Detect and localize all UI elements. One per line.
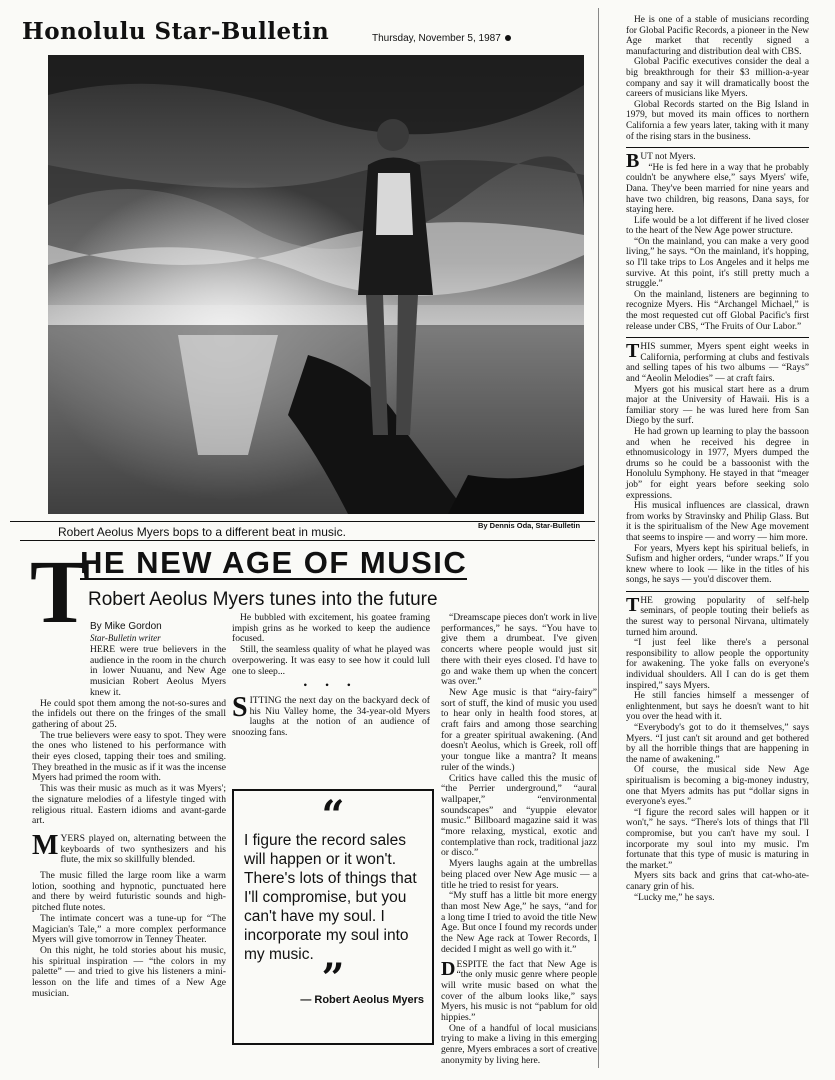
paragraph: “Everybody's got to do it themselves,” says Myers. “I just can't sit around and get bothered by all the horrible things that are happening in the name of awakening.” [626, 723, 809, 765]
date-text: Thursday, November 5, 1987 [372, 33, 501, 44]
column-3 [441, 613, 597, 1067]
byline-title: Star-Bulletin writer [90, 633, 161, 643]
caption-rule [20, 540, 595, 541]
headline-drop-letter: T [30, 543, 91, 642]
paragraph: Life would be a lot different if he lived closer to the heart of the New Age power structure. [626, 215, 809, 237]
drop-cap: M [32, 829, 59, 861]
paragraph: “I just feel like there's a personal responsibility to allow people the opportunity for awakening. The yoke falls on everyone's individual shoulders. All I can do is get them inspired,” says Myers. [626, 638, 809, 691]
pull-quote-text: I figure the record sales will happen or it won't. There's lots of things that I'll compromise, but you can't have my soul. I incorporate my soul into my music. [244, 832, 417, 963]
paragraph: The true believers were easy to spot. They were the ones who listened to his performance with their eyes closed, tapping their toes and smiling. They breathed in the music as if it was the incense Myers had primed the room with. [32, 729, 226, 784]
paragraph-text: HERE were true believers in the audience in the room in the church in lower Nuuanu, and New Age musician Robert Aeolus Myers knew it. [90, 644, 226, 698]
paragraph [626, 342, 809, 384]
drop-cap: B [626, 150, 640, 173]
paragraph-text: UT not Myers. [640, 152, 696, 163]
column-2 [232, 613, 430, 739]
paragraph: Global Pacific executives consider the deal a big breakthrough for their $3 million-a-year company and say it will dramatically boost the careers of musicians like Myers. [626, 57, 809, 100]
paragraph: He had grown up learning to play the bassoon and when he received his degree in ethnomusicology in 1977, Myers dumped the drums so he could be a bassoonist with the Honolulu Symphony. He stayed in that “meager job” for eight years before seeking solo expressions. [626, 426, 809, 501]
paragraph: He is one of a stable of musicians recording for Global Pacific Records, a pioneer in the New Age market that recently signed a manufacturing and distribution deal with CBS. [626, 15, 810, 57]
paragraph [626, 593, 809, 638]
photo-credit: By Dennis Oda, Star-Bulletin [478, 521, 581, 530]
dateline [372, 33, 511, 44]
paragraph: The music filled the large room like a warm lotion, soothing and hypnotic, punctuated here and there by weird futuristic sounds and high-pitched flute notes. [32, 870, 226, 914]
pull-quote-box [232, 789, 434, 1045]
paragraph: “On the mainland, you can make a very good living,” he says. “On the mainland, it's hopping, so I'll take trips to Los Angeles and it helps me survive. At this point, it's still pretty much a struggle.” [626, 236, 809, 290]
photo-image [48, 55, 584, 514]
bullet-icon [505, 35, 511, 41]
paragraph-text: ITTING the next day on the backyard deck of his Niu Valley home, the 34-year-old Myers laughs at the notion of an audience of snoozing fans. [232, 694, 430, 739]
byline: By Mike Gordon [90, 621, 162, 632]
pull-quote-attribution: — Robert Aeolus Myers [300, 994, 424, 1006]
lead-photo [48, 55, 584, 514]
drop-cap: S [232, 691, 248, 723]
paragraph: Global Records started on the Big Island in 1979, but moved its main offices to northern California a few years later, taking with it many of the rising stars in the business. [626, 99, 809, 142]
close-quote-icon: ” [321, 955, 345, 1002]
paragraph [626, 150, 809, 173]
paragraph: “He is fed here in a way that he probably couldn't be anywhere else,” says Myers' wife, Dana. They've been married for nine years and have two children, big reasons, Dana says, for staying here. [626, 162, 809, 216]
paragraph: Myers sits back and grins that cat-who-ate-canary grin of his. [626, 871, 809, 892]
paragraph: Critics have called this the music of “the Perrier underground,” “aural wallpaper,” “environmental soundscapes” and “yuppie elevator music.” Billboard magazine said it was “more relaxing, mystical, exotic and contemplative than rock, traditional jazz or disco.” [441, 772, 597, 859]
drop-cap: T [626, 340, 640, 363]
paragraph: “Dreamscape pieces don't work in live performances,” he says. “You have to give them a drumbeat. I've given concerts where people would just sit there with their eyes closed. I'd have to go and wake them up when the concert was over.” [441, 612, 597, 688]
paragraph: This was their music as much as it was Myers'; the signature melodies of a lifestyle tinged with religious ritual. Eastern idioms and avant-garde art. [32, 783, 226, 827]
paragraph: Myers got his musical start here as a drum major at the University of Hawaii. His is a familiar story — he was lured here from San Diego by the surf. [626, 384, 809, 427]
column-4 [626, 15, 809, 903]
paragraph: Still, the seamless quality of what he played was overpowering. It was easy to see how it could lull one to sleep... [232, 644, 430, 677]
paragraph-text: YERS played on, alternating between the keyboards of two synthesizers and his flute, the mix so skillfully blended. [60, 832, 226, 866]
paragraph: For years, Myers kept his spiritual beliefs, in Sufism and higher orders, “under wraps.” If you knew where to look — like in the titles of his songs, he says — you'd discover them. [626, 543, 809, 586]
paragraph-text: HE growing popularity of self-help seminars, of people touting their beliefs as the surest way to personal Nirvana, ultimately turned him around. [626, 595, 809, 638]
drop-cap: T [626, 593, 640, 616]
paragraph: “I figure the record sales will happen or it won't,” he says. “There's lots of things that I'll compromise, but you can't have my soul. I incorporate my soul into my music. I'm fortunate that this type of music is maturing in the market.” [626, 807, 809, 871]
paragraph [32, 645, 226, 699]
subheadline: Robert Aeolus Myers tunes into the future [88, 589, 438, 610]
paragraph: The intimate concert was a tune-up for “The Magician's Tale,” a more complex performance Myers will give tomorrow in Tenney Theater. [32, 912, 226, 946]
paragraph: His musical influences are classical, drawn from works by Stravinsky and Philip Glass. But it is the spiritualism of the New Age movement that seems to inspire — and worry — him more. [626, 501, 809, 543]
paragraph: Of course, the musical side New Age spiritualism is becoming a big-money industry, one that Myers admits has put “dollar signs in everyone's eyes.” [626, 765, 809, 808]
paragraph: On this night, he told stories about his music, his spiritual inspiration — “the colors in my palette” — and tried to give his listeners a mini-lesson on the life and times of a New Age musician. [32, 944, 226, 999]
photo-caption: Robert Aeolus Myers bops to a different beat in music. [58, 525, 346, 539]
paragraph: He bubbled with excitement, his goatee framing impish grins as he worked to keep the audience focused. [232, 612, 430, 645]
paragraph [232, 691, 430, 739]
paragraph: On the mainland, listeners are beginning to recognize Myers. His “Archangel Michael,” is the most requested cut off Global Pacific's first release under CBS, “The Fruits of Our Labor.” [626, 289, 809, 332]
masthead-title: Honolulu Star-Bulletin [22, 18, 330, 45]
paragraph: “Lucky me,” he says. [634, 892, 715, 903]
open-quote-icon: “ [321, 792, 345, 839]
paragraph: “My stuff has a little bit more energy than most New Age,” he says, “and for a long time I tried to avoid the title New Age. But once I found my records under the New Age rack at Tower Records, I decided I might as well go with it.” [441, 890, 597, 955]
paragraph-text: ESPITE the fact that New Age is “the only music genre where people will write music based on what the cover of the album looks like,” says Myers, his music is not “pablum for old hippies.” [441, 958, 597, 1024]
section-dots: • • • [303, 680, 359, 692]
paragraph [32, 829, 226, 866]
paragraph: He could spot them among the not-so-sures and the infidels out there on the fringes of the small gathering of about 25. [32, 697, 226, 730]
paragraph: He still fancies himself a messenger of enlightenment, but says he doesn't want to hit you over the head with it. [626, 691, 809, 723]
headline: HE NEW AGE OF MUSIC [80, 545, 468, 580]
paragraph: One of a handful of local musicians trying to make a living in this emerging genre, Myers embraces a sort of creative anonymity by living here. [441, 1022, 597, 1066]
paragraph: Myers laughs again at the umbrellas being placed over New Age music — a title he tried to resist for years. [441, 858, 597, 891]
paragraph: New Age music is that “airy-fairy” sort of stuff, the kind of music you used to hear only in health food stores, at craft fairs and among those searching for a greater spiritual awakening. (And doesn't Aeolus, which is Greek, roll off your tongue like a mantra? It means ruler of the winds.) [441, 686, 597, 773]
drop-cap: D [441, 957, 456, 980]
paragraph [441, 957, 597, 1024]
column-1 [32, 645, 226, 1000]
column-divider [598, 8, 599, 1068]
paragraph-text: HIS summer, Myers spent eight weeks in California, performing at clubs and festivals and selling tapes of his two albums — “Rays” and “Aeolin Melodies” — at craft fairs. [626, 342, 809, 384]
